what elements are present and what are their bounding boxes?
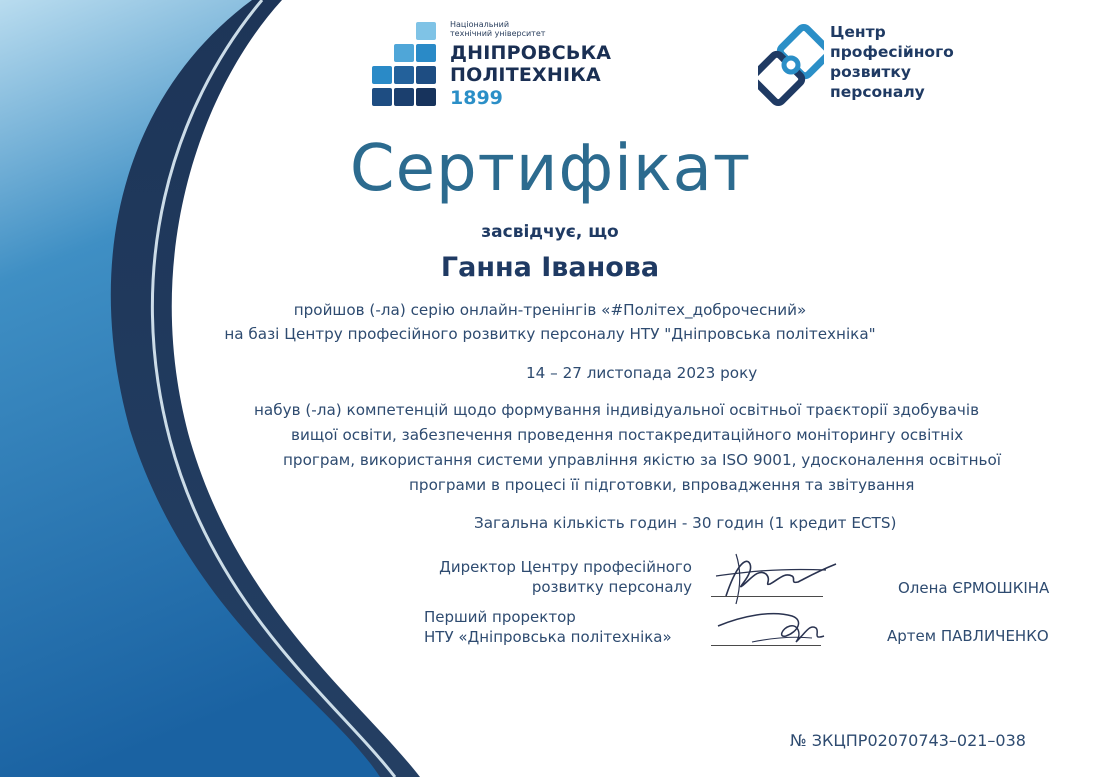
center-logo: [758, 18, 998, 114]
competence-line-3: програм, використання системи управління якістю за ISO 9001, удосконалення освітньої: [283, 451, 1002, 469]
signatory-2-role-line1: Перший проректор: [424, 608, 576, 626]
signatory-2-role: [424, 607, 672, 647]
university-type-line1: Національний: [450, 20, 510, 29]
training-dates: 14 – 27 листопада 2023 року: [526, 364, 758, 382]
university-year: 1899: [450, 87, 503, 109]
certificate-title: Сертифікат: [349, 132, 752, 206]
center-name-line1: Центр: [830, 23, 886, 41]
signatory-2-role-line2: НТУ «Дніпровська політехніка»: [424, 628, 672, 646]
signatory-2-name: Артем ПАВЛИЧЕНКО: [887, 627, 1049, 645]
completed-line-1: пройшов (-ла) серію онлайн-тренінгів «#Політех_доброчесний»: [293, 301, 807, 319]
center-name-line2: професійного: [830, 43, 954, 61]
center-name-line3: розвитку: [830, 63, 912, 81]
center-name-line4: персоналу: [830, 83, 925, 101]
signature-line-2: [711, 645, 821, 646]
signature-1: [706, 546, 846, 608]
signature-line-1: [711, 596, 823, 597]
certificate-number: № ЗКЦПР02070743–021–038: [790, 731, 1026, 750]
competence-line-1: набув (-ла) компетенцій щодо формування індивідуальної освітньої траєкторії здобувачів: [254, 401, 980, 419]
university-name-line2: ПОЛІТЕХНІКА: [450, 64, 601, 86]
center-logo-mark: [758, 20, 824, 110]
competence-line-4: програми в процесі її підготовки, впровадження та звітування: [409, 476, 915, 494]
university-logo-mark: [370, 18, 446, 112]
total-hours: Загальна кількість годин - 30 годин (1 кредит ECTS): [474, 514, 897, 532]
recipient-name: Ганна Іванова: [440, 252, 660, 283]
signatory-1-role-line2: розвитку персоналу: [531, 578, 692, 596]
certifies-text: засвідчує, що: [481, 222, 619, 242]
competence-line-2: вищої освіти, забезпечення проведення постакредитаційного моніторингу освітніх: [291, 426, 964, 444]
university-type-line2: технічний університет: [450, 29, 546, 38]
signatory-1-name: Олена ЄРМОШКІНА: [898, 579, 1050, 597]
completed-line-2: на базі Центру професійного розвитку персоналу НТУ "Дніпровська політехніка": [224, 325, 876, 343]
signatory-1-role: [380, 557, 692, 597]
university-name-line1: ДНІПРОВСЬКА: [450, 42, 612, 64]
signatory-1-role-line1: Директор Центру професійного: [439, 558, 692, 576]
university-logo: [370, 18, 610, 114]
